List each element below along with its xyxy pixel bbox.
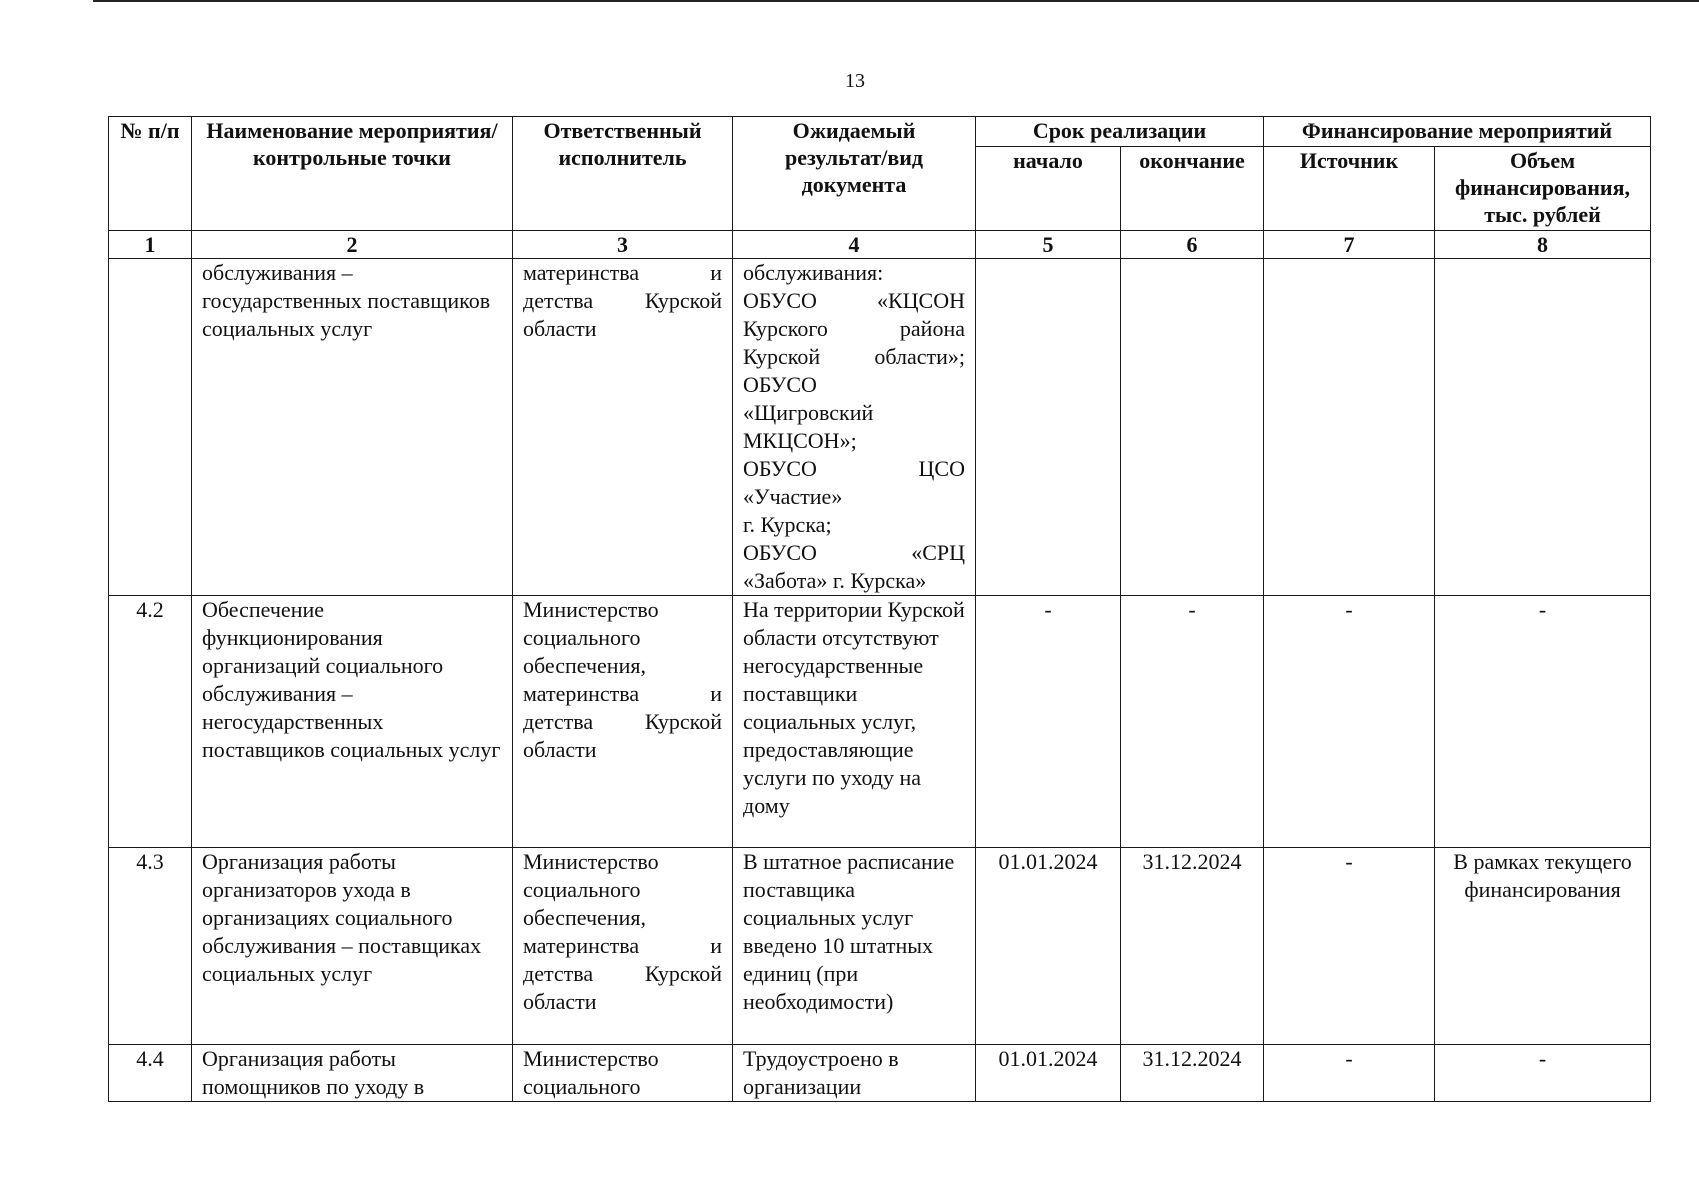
- column-number: 6: [1121, 231, 1264, 259]
- row-num: [109, 259, 192, 596]
- row-source: -: [1264, 848, 1435, 1045]
- header-executor: Ответственный исполнитель: [513, 117, 733, 231]
- row-result: В штатное расписание поставщика социальных услуг введено 10 штатных единиц (при необходимости): [733, 848, 976, 1045]
- table-row: [109, 848, 1651, 1045]
- result-line: ОБУСО «КЦСОН: [743, 288, 965, 313]
- column-number: 2: [192, 231, 513, 259]
- header-financing: Финансирование мероприятий: [1264, 117, 1651, 147]
- row-executor: Министерство социального обеспечения, материнства и детства Курской области: [513, 848, 733, 1045]
- header-period: Срок реализации: [976, 117, 1264, 147]
- table-row: [109, 596, 1651, 848]
- row-start: [976, 259, 1121, 596]
- result-line: «Участие»: [743, 484, 843, 509]
- page-number: 13: [845, 70, 865, 92]
- row-volume: В рамках текущего финансирования: [1435, 848, 1651, 1045]
- column-number: 5: [976, 231, 1121, 259]
- row-name: Обеспечение функционирования организаций социального обслуживания – негосударственных поставщиков социальных услуг: [192, 596, 513, 848]
- result-line: Курского района: [743, 316, 965, 341]
- result-line: г. Курска;: [743, 512, 832, 537]
- result-line: «Щигровский: [743, 400, 874, 425]
- row-start: -: [976, 596, 1121, 848]
- row-volume: -: [1435, 596, 1651, 848]
- activities-table: [108, 116, 1651, 1102]
- row-result: Трудоустроено в организации: [733, 1045, 976, 1102]
- row-end: [1121, 259, 1264, 596]
- row-executor: материнства и детства Курской области: [513, 259, 733, 596]
- column-number: 7: [1264, 231, 1435, 259]
- row-source: [1264, 259, 1435, 596]
- result-line: МКЦСОН»;: [743, 428, 857, 453]
- row-name: Организация работы организаторов ухода в организациях социального обслуживания – поставщиках социальных услуг: [192, 848, 513, 1045]
- row-end: 31.12.2024: [1121, 848, 1264, 1045]
- table-row: [109, 1045, 1651, 1102]
- header-name: Наименование мероприятия/контрольные точки: [192, 117, 513, 231]
- column-number: 3: [513, 231, 733, 259]
- row-name: обслуживания – государственных поставщиков социальных услуг: [192, 259, 513, 596]
- header-num: № п/п: [109, 117, 192, 231]
- row-executor: Министерство социального обеспечения, материнства и детства Курской области: [513, 596, 733, 848]
- result-line: «Забота» г. Курска»: [743, 568, 927, 593]
- result-line: ОБУСО «СРЦ: [743, 540, 965, 565]
- column-number: 1: [109, 231, 192, 259]
- row-start: 01.01.2024: [976, 1045, 1121, 1102]
- row-end: -: [1121, 596, 1264, 848]
- column-number: 8: [1435, 231, 1651, 259]
- page-top-rule: [93, 0, 1699, 2]
- row-source: -: [1264, 596, 1435, 848]
- table-row: [109, 259, 1651, 596]
- header-start: начало: [976, 147, 1121, 231]
- header-volume: Объем финансирования, тыс. рублей: [1435, 147, 1651, 231]
- row-source: -: [1264, 1045, 1435, 1102]
- row-name: Организация работы помощников по уходу в: [192, 1045, 513, 1102]
- row-start: 01.01.2024: [976, 848, 1121, 1045]
- result-line: ОБУСО: [743, 372, 817, 397]
- row-num: 4.4: [109, 1045, 192, 1102]
- header-result: Ожидаемый результат/вид документа: [733, 117, 976, 231]
- row-num: 4.2: [109, 596, 192, 848]
- result-line: Курской области»;: [743, 344, 965, 369]
- row-result: [733, 259, 976, 596]
- column-number: 4: [733, 231, 976, 259]
- header-end: окончание: [1121, 147, 1264, 231]
- row-num: 4.3: [109, 848, 192, 1045]
- row-volume: -: [1435, 1045, 1651, 1102]
- result-line: ОБУСО ЦСО: [743, 456, 965, 481]
- row-end: 31.12.2024: [1121, 1045, 1264, 1102]
- result-line: обслуживания:: [743, 260, 884, 285]
- row-result: На территории Курской области отсутствуют негосударственные поставщики социальных услуг, предоставляющие услуги по уходу на дому: [733, 596, 976, 848]
- row-executor: Министерство социального: [513, 1045, 733, 1102]
- header-source: Источник: [1264, 147, 1435, 231]
- row-volume: [1435, 259, 1651, 596]
